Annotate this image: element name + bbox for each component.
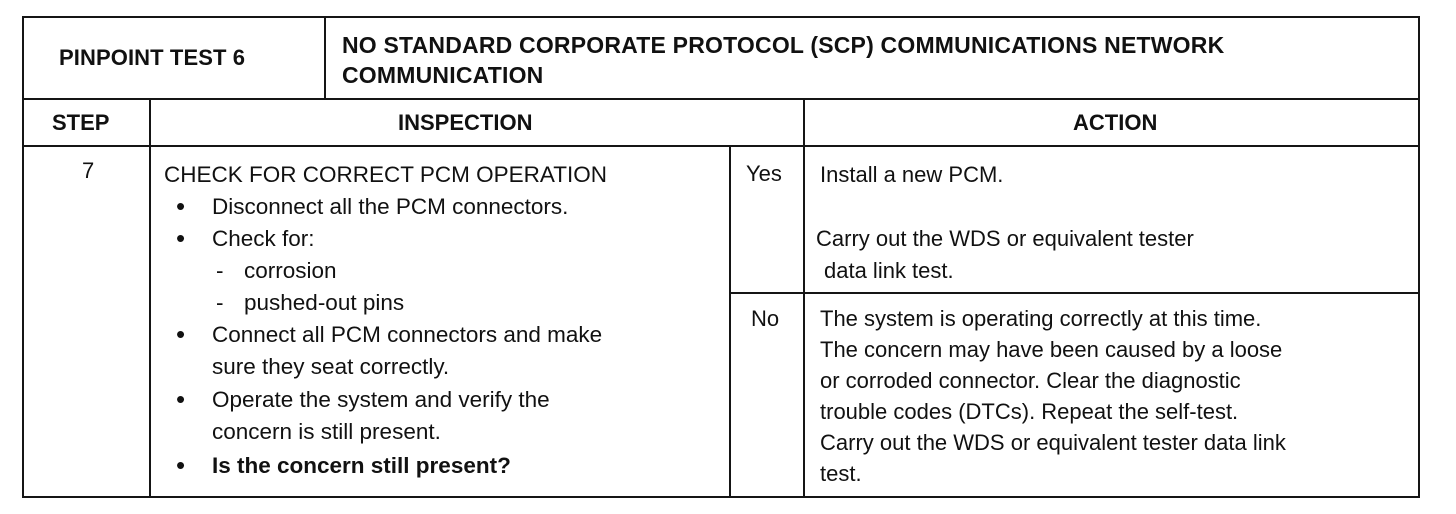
bullet-icon: •: [176, 191, 186, 221]
no-label: No: [751, 306, 780, 331]
dash-icon: -: [216, 290, 224, 315]
action-column-rule: [803, 98, 805, 498]
test-id: PINPOINT TEST 6: [59, 45, 246, 70]
answer-column-rule: [729, 145, 731, 498]
inspection-item-operate-line1: Operate the system and verify the: [212, 387, 550, 412]
step-number: 7: [82, 158, 95, 183]
inspection-title: CHECK FOR CORRECT PCM OPERATION: [164, 162, 607, 187]
no-action-line4: trouble codes (DTCs). Repeat the self-test.: [820, 399, 1239, 424]
inspection-column-heading: INSPECTION: [398, 110, 533, 135]
inspection-subitem-pushed-out-pins: pushed-out pins: [244, 290, 405, 315]
bullet-icon: •: [176, 384, 186, 414]
action-column-heading: ACTION: [1073, 110, 1158, 135]
test-title: [342, 30, 1224, 90]
inspection-item-connect-line2: sure they seat correctly.: [212, 354, 450, 379]
yes-action-data-link-line1: Carry out the WDS or equivalent tester: [816, 226, 1194, 251]
inspection-item-disconnect: Disconnect all the PCM connectors.: [212, 194, 569, 219]
test-title-line2: COMMUNICATION: [342, 62, 544, 88]
yes-action-data-link-line2: data link test.: [824, 258, 954, 283]
column-header-bottom-rule: [24, 145, 1420, 147]
yes-action-install: Install a new PCM.: [820, 162, 1004, 187]
inspection-item-operate-line2: concern is still present.: [212, 419, 441, 444]
yes-no-divider: [729, 292, 1420, 294]
inspection-item-connect-line1: Connect all PCM connectors and make: [212, 322, 603, 347]
no-action-line6: test.: [820, 461, 862, 486]
step-column-rule: [149, 98, 151, 498]
inspection-subitem-corrosion: corrosion: [244, 258, 337, 283]
bullet-icon: •: [176, 223, 186, 253]
inspection-item-check-for: Check for:: [212, 226, 315, 251]
no-action-line3: or corroded connector. Clear the diagnostic: [820, 368, 1241, 393]
header-bottom-rule: [24, 98, 1420, 100]
no-action-line1: The system is operating correctly at this time.: [820, 306, 1262, 331]
bullet-icon: •: [176, 319, 186, 349]
pinpoint-test-table: [22, 16, 1420, 498]
dash-icon: -: [216, 258, 224, 283]
test-title-line1: NO STANDARD CORPORATE PROTOCOL (SCP) COMMUNICATIONS NETWORK: [342, 32, 1225, 58]
header-divider-vertical: [324, 18, 326, 100]
no-action-line2: The concern may have been caused by a loose: [820, 337, 1283, 362]
step-column-heading: STEP: [52, 110, 110, 135]
yes-label: Yes: [746, 161, 782, 186]
inspection-question: Is the concern still present?: [212, 453, 511, 478]
no-action-line5: Carry out the WDS or equivalent tester data link: [820, 430, 1286, 455]
bullet-icon: •: [176, 450, 186, 480]
